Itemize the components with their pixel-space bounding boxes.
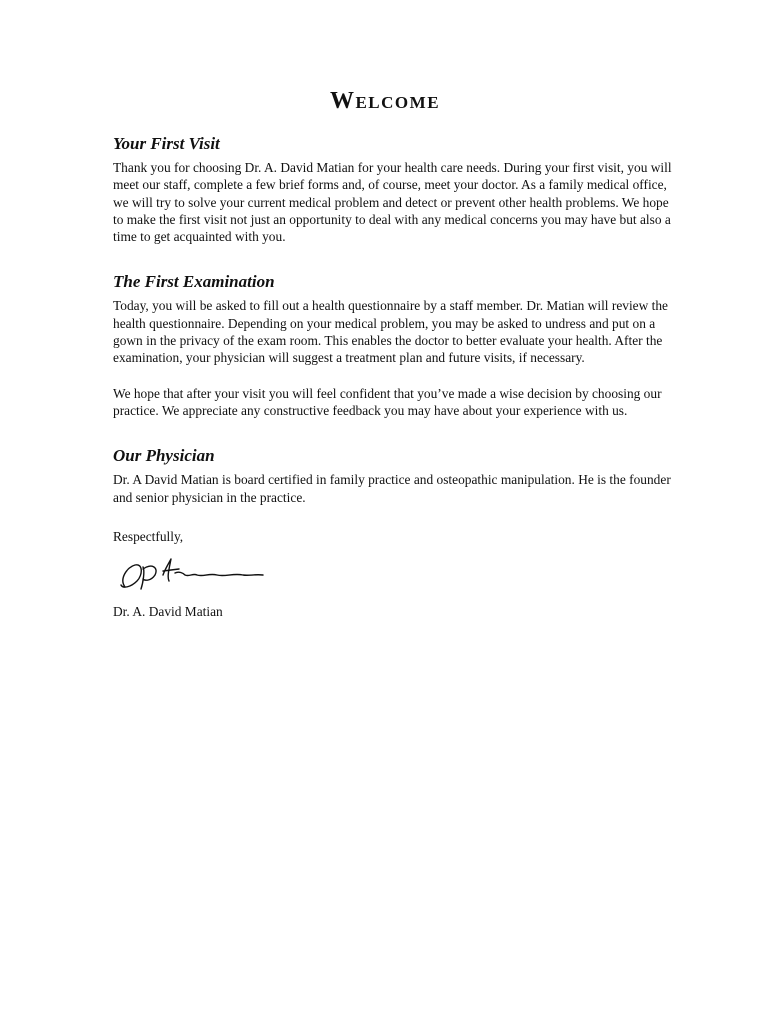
paragraph: Dr. A David Matian is board certified in family practice and osteopathic manipulation. He is the founder and senior physician in the practice.	[113, 472, 671, 505]
section-heading: The First Examination	[113, 272, 275, 292]
section-heading: Our Physician	[113, 446, 215, 466]
section-heading: Your First Visit	[113, 134, 220, 153]
section-first-examination	[113, 271, 673, 419]
page-title: Welcome	[329, 88, 441, 114]
section-first-visit	[113, 133, 673, 245]
signer-name: Dr. A. David Matian	[113, 603, 223, 619]
paragraph: We hope that after your visit you will feel confident that you’ve made a wise decision by choosing our practice. We appreciate any constructive feedback you may have about your experience with us.	[113, 385, 662, 418]
letter-body	[113, 133, 673, 620]
signature-image	[113, 549, 273, 599]
section-our-physician	[113, 445, 673, 506]
closing-text: Respectfully,	[113, 528, 184, 544]
paragraph: Today, you will be asked to fill out a health questionnaire by a staff member. Dr. Matian will review the health questionnaire. Depending on your medical problem, you may be asked to undress and put on a gown in the privacy of the exam room. This enables the doctor to better evaluate your health. After the examination, your physician will suggest a treatment plan and future visits, if necessary.	[113, 298, 669, 366]
paragraph: Thank you for choosing Dr. A. David Matian for your health care needs. During your first visit, you will meet our staff, complete a few brief forms and, of course, meet your doctor. As a family medical office, we will try to solve your current medical problem and detect or prevent other health problems. We hope to make the first visit not just an opportunity to deal with any medical concerns you may have but also a time to get acquainted with you.	[113, 160, 672, 245]
